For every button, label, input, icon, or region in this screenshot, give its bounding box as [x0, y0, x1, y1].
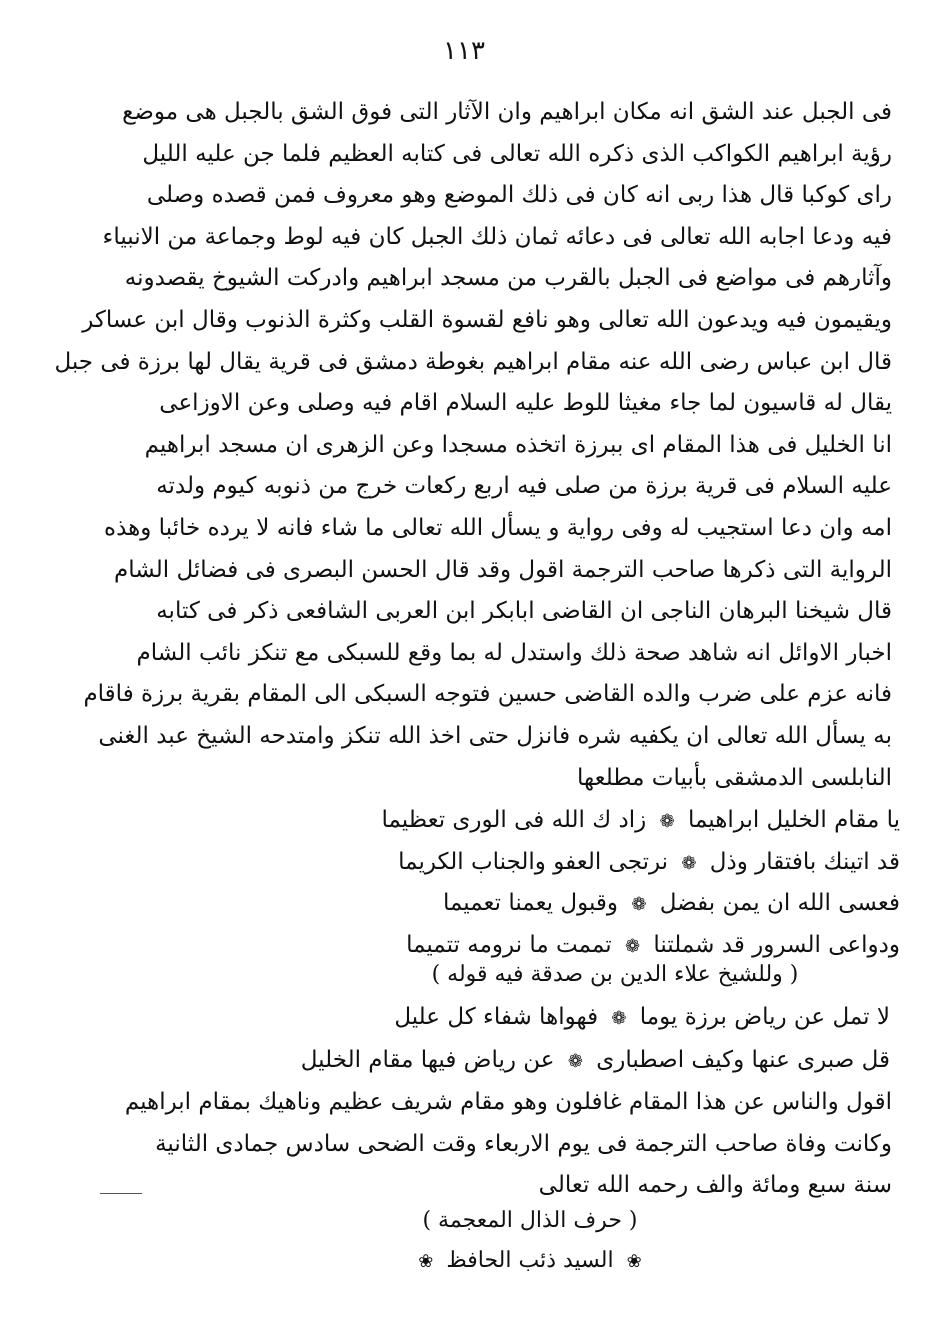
page-number: ١١٣ [443, 36, 485, 66]
text-line: سنة سبع ومائة والف رحمه الله تعالى [538, 1172, 892, 1198]
poem-nabulsi [330, 800, 900, 966]
text-line: فى الجبل عند الشق انه مكان ابراهيم وان الآثار التى فوق الشق بالجبل هى موضع [122, 99, 892, 125]
ornament-right-icon: ❀ [626, 1250, 642, 1272]
main-text [54, 92, 892, 799]
poem-verse [280, 1039, 890, 1082]
hemistich-first: فعسى الله ان يمن بفضل [659, 890, 900, 916]
poem-verse [330, 883, 900, 925]
hemistich-second: فهواها شفاء كل عليل [394, 1004, 599, 1030]
hemistich-second: وقبول يعمنا تعميما [442, 890, 619, 916]
text-line: قال ابن عباس رضى الله عنه مقام ابراهيم بغوطة دمشق فى قرية يقال لها برزة فى جبل [54, 348, 892, 375]
verse-separator-icon: ❁ [611, 1008, 627, 1029]
text-line: الرواية التى ذكرها صاحب الترجمة اقول وقد قال الحسن البصرى فى فضائل الشام [113, 556, 892, 583]
poem-ibn-sadaqa [280, 996, 890, 1082]
verse-separator-icon: ❁ [624, 935, 641, 957]
verse-separator-icon: ❁ [567, 1051, 583, 1072]
margin-rule [100, 1193, 142, 1194]
text-line: اخبار الاوائل انه شاهد صحة ذلك واستدل له بما وقع للسبكى مع تنكز نائب الشام [136, 639, 892, 666]
text-line: وآثارهم فى مواضع فى الجبل بالقرب من مسجد ابراهيم وادركت الشيوخ يقصدونه [124, 265, 892, 292]
hemistich-second: عن رياض فيها مقام الخليل [300, 1047, 555, 1073]
closing-text [124, 1082, 892, 1207]
poem-verse [330, 800, 900, 842]
chapter-heading: ( حرف الذال المعجمة ) [422, 1208, 638, 1233]
text-line: فيه ودعا اجابه الله تعالى فى دعائه ثمان ذلك الجبل كان فيه لوط وجماعة من الانبياء [102, 223, 892, 250]
text-line: قال شيخنا البرهان الناجى ان القاضى ابابكر ابن العربى الشافعى ذكر فى كتابه [156, 598, 892, 625]
text-line: ويقيمون فيه ويدعون الله تعالى وهو نافع لقسوة القلب وكثرة الذنوب وقال ابن عساكر [82, 306, 892, 333]
verse-separator-icon: ❁ [659, 811, 675, 832]
hemistich-second: زاد ك الله فى الورى تعظيما [381, 807, 647, 833]
poem-verse [330, 925, 900, 967]
entry-title: السيد ذئب الحافظ [446, 1248, 614, 1273]
poem-verse [280, 996, 890, 1039]
text-line: انا الخليل فى هذا المقام اى ببرزة اتخذه مسجدا وعن الزهرى ان مسجد ابراهيم [144, 431, 892, 458]
hemistich-second: تممت ما نرومه تتميما [406, 931, 612, 958]
hemistich-first: قد اتينك بافتقار وذل [709, 848, 900, 875]
text-line: عليه السلام فى قرية برزة من صلى فيه اربع ركعات خرج من ذنوبه كيوم ولدته [156, 473, 892, 500]
hemistich-first: لا تمل عن رياض برزة يوما [639, 1004, 890, 1030]
text-line: رؤية ابراهيم الكواكب الذى ذكره الله تعالى فى كتابه العظيم فلما جن عليه الليل [142, 140, 892, 167]
hemistich-first: يا مقام الخليل ابراهيما [687, 807, 900, 833]
text-line: فانه عزم على ضرب والده القاضى حسين فتوجه السبكى الى المقام بقرية برزة فاقام [83, 681, 892, 708]
text-line: وكانت وفاة صاحب الترجمة فى يوم الاربعاء وقت الضحى سادس جمادى الثانية [155, 1130, 892, 1157]
hemistich-first: قل صبرى عنها وكيف اصطبارى [596, 1047, 890, 1073]
entry-title-block [300, 1248, 760, 1273]
text-line: النابلسى الدمشقى بأبيات مطلعها [576, 764, 892, 791]
verse-separator-icon: ❁ [681, 852, 697, 874]
poem-verse [330, 842, 900, 884]
text-line: يقال له قاسيون لما جاء مغيثا للوط عليه السلام اقام فيه وصلى وعن الاوزاعى [159, 390, 892, 417]
verse-separator-icon: ❁ [631, 894, 647, 915]
text-line: راى كوكبا قال هذا ربى انه كان فى ذلك الموضع وهو معروف فمن قصده وصلى [146, 182, 892, 209]
hemistich-second: نرتجى العفو والجناب الكريما [398, 848, 669, 875]
text-line: امه وان دعا استجيب له وفى رواية و يسأل الله تعالى ما شاء فانه لا يرده خائبا وهذه [104, 514, 892, 541]
hemistich-first: ودواعى السرور قد شملتنا [653, 931, 900, 958]
section-heading: ( وللشيخ علاء الدين بن صدقة فيه قوله ) [431, 962, 799, 987]
text-line: به يسأل الله تعالى ان يكفيه شره فانزل حتى اخذ الله تنكز وامتدحه الشيخ عبد الغنى [98, 722, 892, 749]
text-line: اقول والناس عن هذا المقام غافلون وهو مقام شريف عظيم وناهيك بمقام ابراهيم [124, 1089, 892, 1115]
ornament-left-icon: ❀ [418, 1250, 434, 1272]
